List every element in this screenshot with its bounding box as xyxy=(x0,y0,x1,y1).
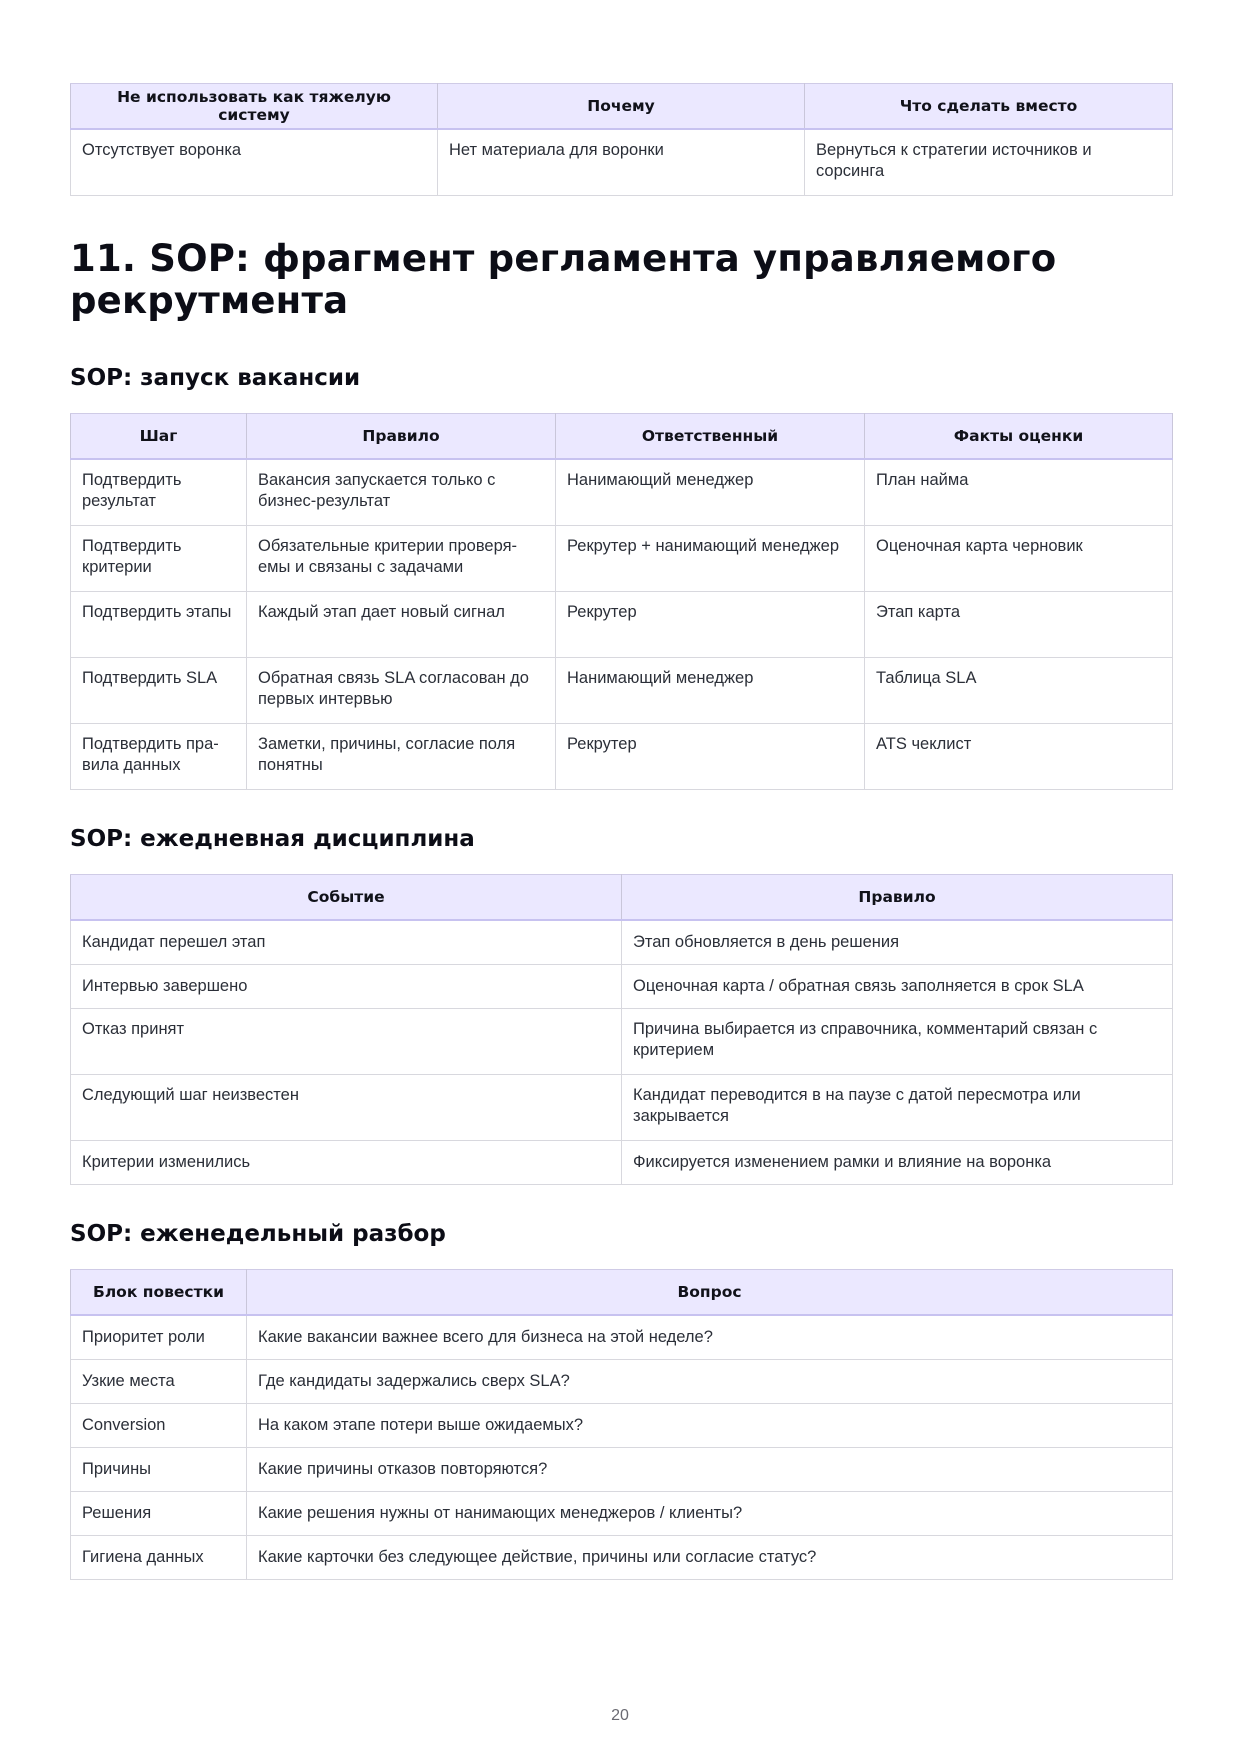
table-cell: Рекрутер xyxy=(556,592,865,658)
page-number: 20 xyxy=(611,1707,629,1724)
table-cell: Каждый этап дает новый сигнал xyxy=(247,592,556,658)
table-cell: Гигиена данных xyxy=(71,1536,247,1580)
table-row xyxy=(71,1009,1173,1075)
table-cell: Отказ принят xyxy=(71,1009,622,1075)
column-header: Факты оценки xyxy=(865,414,1173,460)
table-cell: План найма xyxy=(865,459,1173,526)
table-row xyxy=(71,592,1173,658)
table-cell: Обязательные критерии проверя-емы и связаны с задачами xyxy=(247,526,556,592)
column-header: Вопрос xyxy=(247,1270,1173,1316)
weekly-heading: SOP: еженедельный разбор xyxy=(70,1221,446,1247)
table-cell: Нанимающий менеджер xyxy=(556,658,865,724)
daily-table xyxy=(70,874,1173,1185)
launch-heading: SOP: запуск вакансии xyxy=(70,365,361,391)
table-row xyxy=(71,1536,1173,1580)
table-header-row xyxy=(71,414,1173,460)
table-cell: Критерии изменились xyxy=(71,1141,622,1185)
table-cell: Причина выбирается из справочника, комментарий связан с критерием xyxy=(622,1009,1173,1075)
table-cell: Узкие места xyxy=(71,1360,247,1404)
table-cell: Вернуться к стратегии источников и сорсинга xyxy=(805,129,1173,196)
table-cell: Фиксируется изменением рамки и влияние на воронка xyxy=(622,1141,1173,1185)
column-header: Блок повестки xyxy=(71,1270,247,1316)
column-header: Почему xyxy=(438,84,805,130)
column-header: Ответственный xyxy=(556,414,865,460)
table-cell: Этап обновляется в день решения xyxy=(622,920,1173,965)
table-cell: Следующий шаг неизвестен xyxy=(71,1075,622,1141)
table-row xyxy=(71,526,1173,592)
table-cell: Подтвердить SLA xyxy=(71,658,247,724)
table-row xyxy=(71,1141,1173,1185)
table-cell: Этап карта xyxy=(865,592,1173,658)
table-cell: Причины xyxy=(71,1448,247,1492)
daily-heading: SOP: ежедневная дисциплина xyxy=(70,826,475,852)
table-row xyxy=(71,1492,1173,1536)
table-cell: Нет материала для воронки xyxy=(438,129,805,196)
table-cell: Отсутствует воронка xyxy=(71,129,438,196)
column-header: Что сделать вместо xyxy=(805,84,1173,130)
table-cell: Какие причины отказов повторяются? xyxy=(247,1448,1173,1492)
table-cell: Обратная связь SLA согласован до первых интервью xyxy=(247,658,556,724)
table-cell: Подтвердить результат xyxy=(71,459,247,526)
table-cell: Решения xyxy=(71,1492,247,1536)
table-cell: На каком этапе потери выше ожидаемых? xyxy=(247,1404,1173,1448)
column-header: Не использовать как тяжелую систему xyxy=(71,84,438,130)
table-cell: Подтвердить пра-вила данных xyxy=(71,724,247,790)
table-cell: Рекрутер + нанимающий менеджер xyxy=(556,526,865,592)
table-cell: Нанимающий менеджер xyxy=(556,459,865,526)
table-row xyxy=(71,1404,1173,1448)
table-cell: Какие вакансии важнее всего для бизнеса на этой неделе? xyxy=(247,1315,1173,1360)
table-row xyxy=(71,965,1173,1009)
table-row xyxy=(71,724,1173,790)
table-row xyxy=(71,920,1173,965)
table-cell: Оценочная карта черновик xyxy=(865,526,1173,592)
weekly-table xyxy=(70,1269,1173,1580)
column-header: Правило xyxy=(622,875,1173,921)
table-row xyxy=(71,1075,1173,1141)
column-header: Событие xyxy=(71,875,622,921)
table-header-row xyxy=(71,84,1173,130)
table-cell: Какие карточки без следующее действие, причины или согласие статус? xyxy=(247,1536,1173,1580)
table-row xyxy=(71,459,1173,526)
table-cell: Где кандидаты задержались сверх SLA? xyxy=(247,1360,1173,1404)
column-header: Правило xyxy=(247,414,556,460)
table-row xyxy=(71,1360,1173,1404)
criteria-misuse-table xyxy=(70,83,1173,196)
table-cell: Какие решения нужны от нанимающих менеджеров / клиенты? xyxy=(247,1492,1173,1536)
table-header-row xyxy=(71,1270,1173,1316)
table-cell: Вакансия запускается только с бизнес-результат xyxy=(247,459,556,526)
section-title: 11. SOP: фрагмент регламента управляемого рекрутмента xyxy=(70,237,1057,322)
column-header: Шаг xyxy=(71,414,247,460)
table-cell: Приоритет роли xyxy=(71,1315,247,1360)
table-cell: Таблица SLA xyxy=(865,658,1173,724)
table-cell: Кандидат перешел этап xyxy=(71,920,622,965)
launch-table xyxy=(70,413,1173,790)
table-cell: Оценочная карта / обратная связь заполняется в срок SLA xyxy=(622,965,1173,1009)
table-cell: Кандидат переводится в на паузе с датой пересмотра или закрывается xyxy=(622,1075,1173,1141)
table-row xyxy=(71,1315,1173,1360)
table-header-row xyxy=(71,875,1173,921)
table-row xyxy=(71,1448,1173,1492)
table-cell: ATS чеклист xyxy=(865,724,1173,790)
table-cell: Conversion xyxy=(71,1404,247,1448)
table-row xyxy=(71,129,1173,196)
table-cell: Интервью завершено xyxy=(71,965,622,1009)
table-cell: Заметки, причины, согласие поля понятны xyxy=(247,724,556,790)
table-row xyxy=(71,658,1173,724)
table-cell: Подтвердить критерии xyxy=(71,526,247,592)
table-cell: Рекрутер xyxy=(556,724,865,790)
table-cell: Подтвердить этапы xyxy=(71,592,247,658)
